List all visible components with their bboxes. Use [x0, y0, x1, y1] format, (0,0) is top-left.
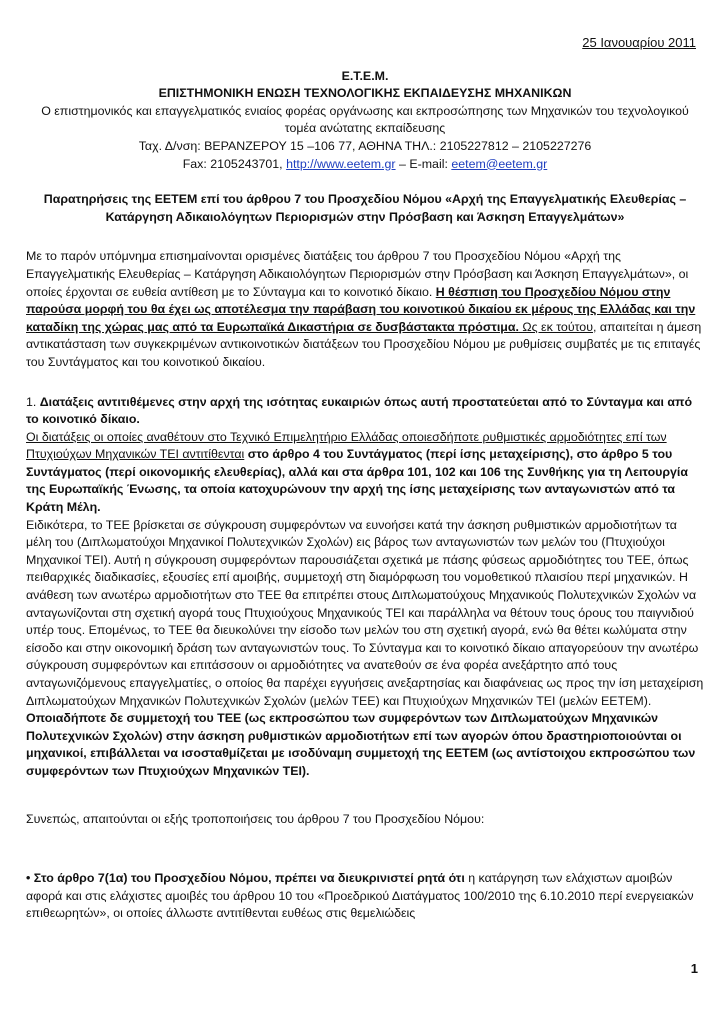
- org-name: ΕΠΙΣΤΗΜΟΝΙΚΗ ΕΝΩΣΗ ΤΕΧΝΟΛΟΓΙΚΗΣ ΕΚΠΑΙΔΕΥΣΗΣ ΜΗΧΑΝΙΚΩΝ: [158, 86, 572, 101]
- section-1-heading: [26, 394, 704, 429]
- intro-text-1: Με το παρόν υπόμνημα επισημαίνονται ορισμένες διατάξεις του άρθρου 7 του Προσχεδίου Νόμου «Αρχή της Επαγγελματικής Ελευθερίας – Κατάργηση Αδικαιολόγητων Περιορισμών στην Πρόσβαση και Άσκηση Επαγγελμάτων», οι οποίες έρχονται σε ευθεία αντίθεση με το Σύνταγμα και το κοινοτικό δίκαιο.: [26, 249, 689, 299]
- email-link[interactable]: eetem@eetem.gr: [451, 156, 548, 171]
- section-1-bold-1: στο άρθρο 4 του Συντάγματος (περί ίσης μεταχείρισης), στο άρθρο 5 του Συντάγματος (περί οικονομικής ελευθερίας), αλλά και στα άρθρα 101, 102 και 106 της Συνθήκης για τη Λειτουργία της Ευρωπαϊκής Ένωσης, τα οποία κατοχυρώνουν την αρχή της ίσης μεταχείρισης των ανταγωνιστών από τα Κράτη Μέλη.: [26, 447, 688, 515]
- document-title: Παρατηρήσεις της ΕΕΤΕΜ επί του άρθρου 7 του Προσχεδίου Νόμου «Αρχή της Επαγγελματικής Ελευθερίας – Κατάργηση Αδικαιολόγητων Περιορισμών στην Πρόσβαση και Άσκηση Επαγγελμάτων»: [43, 192, 687, 224]
- bullet-marker: •: [26, 871, 34, 886]
- email-label: – E-mail:: [395, 156, 452, 171]
- section-1-paragraph-1: [26, 429, 704, 517]
- intro-underlined: Ως εκ τούτου,: [518, 319, 597, 334]
- conclusion-paragraph: Συνεπώς, απαιτούνται οι εξής τροποποιήσεις του άρθρου 7 του Προσχεδίου Νόμου:: [26, 811, 485, 826]
- section-1-bold-2: Οποιαδήποτε δε συμμετοχή του ΤΕΕ (ως εκπροσώπου των συμφερόντων των Διπλωματούχων Μηχανικών Πολυτεχνικών Σχολών) στην άσκηση ρυθμιστικών αρμοδιοτήτων επί των αγορών όπου δραστηριοποιούνται οι μηχανικοί, επιβάλλεται να ισοσταθμίζεται με ισοδύναμη συμμετοχή της ΕΕΤΕΜ (ως αντίστοιχου εκπροσώπου των συμφερόντων των Πτυχιούχων Μηχανικών ΤΕΙ).: [26, 711, 696, 778]
- intro-text-2: απαιτείται η άμεση αντικατάσταση των συγκεκριμένων αντικοινοτικών διατάξεων του Προσχεδίου Νόμου με ρυθμίσεις συμβατές με τις επιταγές του Συντάγματος και του κοινοτικού δικαίου.: [26, 319, 702, 369]
- page-number: 1: [690, 961, 698, 976]
- section-1-heading-text: Διατάξεις αντιτιθέμενες στην αρχή της ισότητας ευκαιριών όπως αυτή προστατεύεται από το Σύνταγμα και από το κοινοτικό δίκαιο.: [26, 394, 693, 427]
- bullet-item-1: [26, 870, 704, 923]
- document-date: 25 Ιανουαρίου 2011: [582, 35, 696, 50]
- section-1-body: Ειδικότερα, το ΤΕΕ βρίσκεται σε σύγκρουση συμφερόντων να ευνοήσει κατά την άσκηση ρυθμιστικών αρμοδιοτήτων τα μέλη του (Διπλωματούχοι Μηχανικοί Πολυτεχνικών Σχολών) εις βάρος των ανταγωνιστών των μελών του (Πτυχιούχοι Μηχανικοί ΤΕΙ). Αυτή η σύγκρουση συμφερόντων παρουσιάζεται σχετικά με πάσης φύσεως αρμοδιότητες του ΤΕΕ, όπως πειθαρχικές διαδικασίες, εξουσίες επί αμοιβής, συμμετοχή στη διαμόρφωση του νομοθετικού πλαισίου περί μηχανικών. Η ανάθεση των ανωτέρω αρμοδιοτήτων στο ΤΕΕ θα επιτρέπει στους Διπλωματούχους Μηχανικούς Πολυτεχνικών Σχολών να ανταγωνίζονται στη σχετική αγορά τους Πτυχιούχους Μηχανικούς ΤΕΙ και παράλληλα να θέτουν τους όρους του παιγνιδιού υπέρ τους. Επομένως, το ΤΕΕ θα διευκολύνει την είσοδο των μελών του στη σχετική αγορά, ενώ θα θέτει κωλύματα στην είσοδο και στην οικονομική δράση των ανταγωνιστών τους. Το Σύνταγμα και το κοινοτικό δίκαιο απαγορεύουν την ανωτέρω σύγκρουση συμφερόντων και επιτάσσουν οι αρμοδιότητες να ανατεθούν σε ένα φορέα ανεξάρτητο από τους ανταγωνιζόμενους επαγγελματίες, ο οποίος θα παρέχει εγγυήσεις ανεξαρτησίας και διαφάνειας ως προς την ίση μεταχείριση Διπλωματούχων Μηχανικών Πολυτεχνικών Σχολών (μελών ΤΕΕ) και Πτυχιούχων Μηχανικών ΤΕΙ (μελών ΕΕΤΕΜ).: [26, 517, 704, 708]
- document-page: [26, 34, 704, 923]
- section-1-number: 1.: [26, 394, 40, 409]
- org-abbreviation: Ε.Τ.Ε.Μ.: [341, 68, 389, 83]
- org-contact: [26, 156, 704, 174]
- section-1-underlined: Οι διατάξεις οι οποίες αναθέτουν στο Τεχνικό Επιμελητήριο Ελλάδας οποιεσδήποτε ρυθμιστικές αρμοδιότητες επί των Πτυχιούχων Μηχανικών ΤΕΙ αντιτίθενται: [26, 429, 667, 462]
- website-link[interactable]: http://www.eetem.gr: [286, 156, 396, 171]
- section-1-paragraph-2: [26, 517, 704, 781]
- intro-paragraph: [26, 248, 704, 371]
- org-address: Ταχ. Δ/νση: ΒΕΡΑΝΖΕΡΟΥ 15 –106 77, ΑΘΗΝΑ ΤΗΛ.: 2105227812 – 2105227276: [138, 138, 592, 153]
- bullet-1-bold: Στο άρθρο 7(1α) του Προσχεδίου Νόμου, πρέπει να διευκρινιστεί ρητά ότι: [33, 871, 465, 886]
- intro-bold-underlined: Η θέσπιση του Προσχεδίου Νόμου στην παρούσα μορφή του θα έχει ως αποτέλεσμα την παράβαση του κοινοτικού δικαίου εκ μέρους της Ελλάδας και την καταδίκη της χώρας μας από τα Ευρωπαϊκά Δικαστήρια σε δυσβάστακτα πρόστιμα.: [26, 284, 696, 334]
- fax-text: Fax: 2105243701,: [182, 156, 287, 171]
- letterhead: [26, 68, 704, 174]
- org-description: Ο επιστημονικός και επαγγελματικός ενιαίος φορέας οργάνωσης και εκπροσώπησης των Μηχανικών του τεχνολογικού τομέα ανώτατης εκπαίδευσης: [41, 103, 689, 136]
- bullet-1-text: η κατάργηση των ελάχιστων αμοιβών αφορά και στις ελάχιστες αμοιβές του άρθρου 10 του «Προεδρικού Διατάγματος 100/2010 της 6.10.2010 περί ενεργειακών επιθεωρητών», οι οποίες άλλωστε αντιτίθενται ευθέως στις θεμελιώδεις: [26, 871, 694, 921]
